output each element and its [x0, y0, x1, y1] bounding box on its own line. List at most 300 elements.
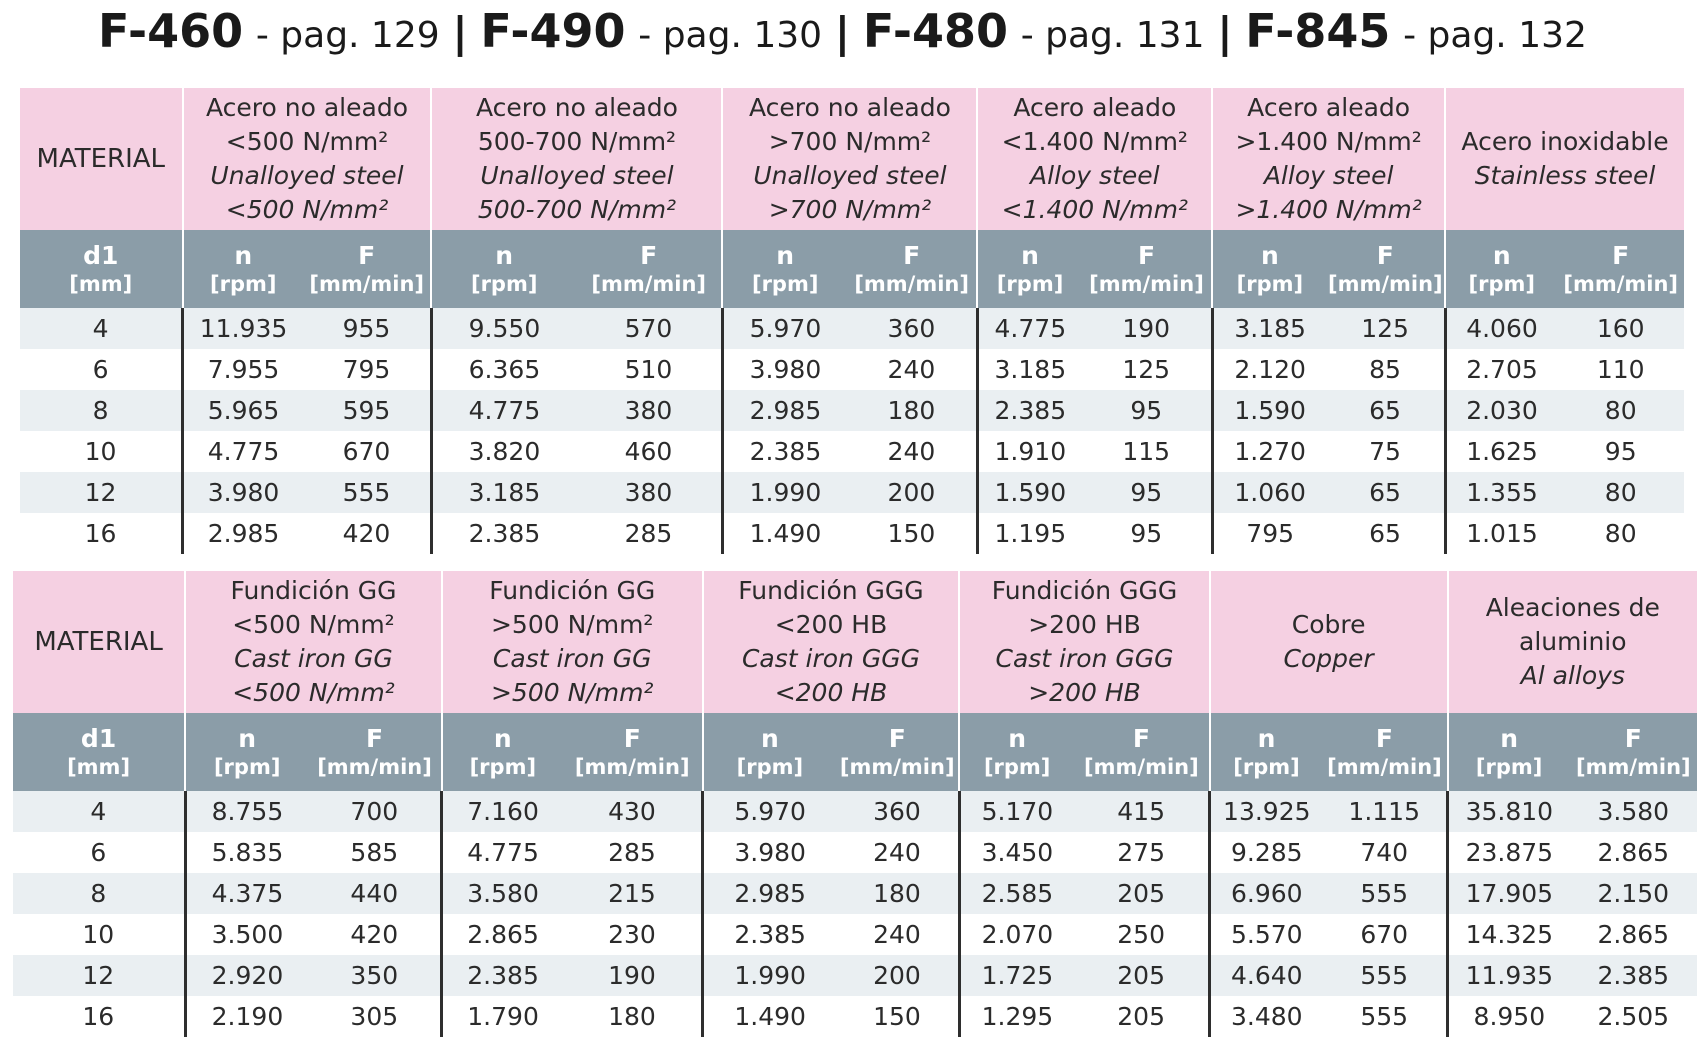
- table-row: [13, 791, 1697, 832]
- speed-cell: 8.950: [1448, 996, 1570, 1037]
- speed-header: [1448, 713, 1570, 791]
- speed-cell: 3.185: [977, 349, 1081, 390]
- material-column-header: [703, 571, 960, 713]
- table-row: [20, 390, 1684, 431]
- speed-cell: 4.775: [977, 308, 1081, 349]
- feed-header: [1570, 713, 1697, 791]
- speed-cell: 7.160: [442, 791, 563, 832]
- material-name-english-line: Unalloyed steel: [210, 161, 404, 190]
- material-name-line: Fundición GG: [230, 576, 397, 605]
- speed-cell: 3.185: [1212, 308, 1326, 349]
- speed-cell: 2.385: [431, 513, 576, 554]
- speed-cell: 5.835: [185, 832, 308, 873]
- feed-cell: 180: [563, 996, 703, 1037]
- speed-cell: 3.480: [1210, 996, 1323, 1037]
- feed-cell: 2.150: [1570, 873, 1697, 914]
- feed-cell: 460: [576, 431, 723, 472]
- speed-header: [977, 230, 1081, 308]
- speed-cell: 4.060: [1445, 308, 1557, 349]
- feed-cell: 240: [836, 832, 959, 873]
- speed-header: [959, 713, 1074, 791]
- speed-header-symbol: n: [238, 724, 257, 753]
- speed-header: [442, 713, 563, 791]
- title-page-3: - pag. 131: [1020, 15, 1205, 56]
- material-name-line: >1.400 N/mm²: [1235, 127, 1422, 156]
- title-page-1: - pag. 129: [255, 15, 440, 56]
- table-row: [20, 308, 1684, 349]
- speed-cell: 1.790: [442, 996, 563, 1037]
- feed-cell: 305: [308, 996, 442, 1037]
- feed-header-symbol: F: [1376, 241, 1394, 270]
- feed-cell: 240: [847, 431, 977, 472]
- speed-header-unit: [rpm]: [213, 755, 281, 779]
- speed-header-symbol: n: [776, 241, 795, 270]
- d1-cell: 16: [20, 513, 183, 554]
- speed-cell: 6.365: [431, 349, 576, 390]
- speed-header-symbol: n: [495, 241, 514, 270]
- feed-header: [847, 230, 977, 308]
- speed-cell: 2.385: [703, 914, 837, 955]
- speed-cell: 14.325: [1448, 914, 1570, 955]
- d1-cell: 4: [20, 308, 183, 349]
- speed-cell: 23.875: [1448, 832, 1570, 873]
- feed-cell: 160: [1557, 308, 1684, 349]
- title-page-2: - pag. 130: [638, 15, 823, 56]
- feed-cell: 415: [1074, 791, 1210, 832]
- speed-header-symbol: n: [234, 241, 253, 270]
- cutting-data-table-steel: [20, 88, 1684, 554]
- material-name-english-line: >500 N/mm²: [490, 678, 654, 707]
- material-name-line: <1.400 N/mm²: [1001, 127, 1188, 156]
- feed-header-unit: [mm/min]: [839, 755, 955, 779]
- feed-header-unit: [mm/min]: [1327, 272, 1443, 296]
- feed-cell: 65: [1327, 390, 1445, 431]
- d1-cell: 12: [20, 472, 183, 513]
- feed-header-symbol: F: [640, 241, 658, 270]
- material-header-row: [20, 88, 1684, 230]
- material-label: MATERIAL: [20, 88, 183, 230]
- feed-cell: 2.385: [1570, 955, 1697, 996]
- speed-header-unit: [rpm]: [1233, 755, 1300, 779]
- table-row: [13, 832, 1697, 873]
- speed-cell: 5.570: [1210, 914, 1323, 955]
- title-code-2: F-490: [480, 4, 626, 58]
- d1-header-symbol: d1: [83, 241, 119, 270]
- feed-cell: 420: [303, 513, 431, 554]
- feed-header-symbol: F: [1624, 724, 1642, 753]
- feed-cell: 585: [308, 832, 442, 873]
- feed-cell: 205: [1074, 996, 1210, 1037]
- speed-cell: 1.355: [1445, 472, 1557, 513]
- speed-cell: 3.450: [959, 832, 1074, 873]
- feed-header-symbol: F: [358, 241, 376, 270]
- speed-header-symbol: n: [1492, 241, 1511, 270]
- material-name-english-line: Cast iron GG: [234, 644, 393, 673]
- speed-cell: 4.775: [442, 832, 563, 873]
- page-title: [98, 4, 1587, 58]
- speed-header: [431, 230, 576, 308]
- speed-cell: 2.985: [703, 873, 837, 914]
- speed-header-unit: [rpm]: [983, 755, 1051, 779]
- speed-header-unit: [rpm]: [1475, 755, 1543, 779]
- feed-cell: 240: [847, 349, 977, 390]
- feed-header-unit: [mm/min]: [574, 755, 690, 779]
- material-name-line: Aleaciones de: [1485, 593, 1660, 622]
- speed-cell: 9.285: [1210, 832, 1323, 873]
- material-name-english-line: Unalloyed steel: [480, 161, 674, 190]
- speed-cell: 8.755: [185, 791, 308, 832]
- title-separator: |: [834, 8, 851, 57]
- feed-header-symbol: F: [623, 724, 641, 753]
- feed-header: [308, 713, 442, 791]
- material-name-english-line: Stainless steel: [1474, 161, 1656, 190]
- speed-header-symbol: n: [1500, 724, 1518, 753]
- feed-cell: 3.580: [1570, 791, 1697, 832]
- feed-cell: 75: [1327, 431, 1445, 472]
- material-name-line: Acero no aleado: [475, 93, 678, 122]
- feed-cell: 205: [1074, 955, 1210, 996]
- material-name-line: >700 N/mm²: [768, 127, 932, 156]
- speed-cell: 2.070: [959, 914, 1074, 955]
- feed-header-unit: [mm/min]: [1089, 272, 1204, 296]
- speed-cell: 11.935: [183, 308, 303, 349]
- speed-header-symbol: n: [1261, 241, 1279, 270]
- d1-cell: 8: [13, 873, 185, 914]
- table-row: [13, 955, 1697, 996]
- feed-cell: 190: [1082, 308, 1212, 349]
- material-name-line: <500 N/mm²: [232, 610, 395, 639]
- speed-cell: 3.980: [183, 472, 303, 513]
- d1-cell: 8: [20, 390, 183, 431]
- feed-cell: 510: [576, 349, 723, 390]
- speed-header-symbol: n: [761, 724, 779, 753]
- feed-cell: 150: [836, 996, 959, 1037]
- title-code-3: F-480: [862, 4, 1008, 58]
- feed-cell: 285: [563, 832, 703, 873]
- d1-cell: 6: [20, 349, 183, 390]
- table-row: [13, 914, 1697, 955]
- speed-cell: 2.865: [442, 914, 563, 955]
- material-column-header: [959, 571, 1209, 713]
- feed-cell: 250: [1074, 914, 1210, 955]
- material-name-line: aluminio: [1519, 627, 1627, 656]
- speed-cell: 2.985: [183, 513, 303, 554]
- table-row: [20, 472, 1684, 513]
- material-name-english-line: Al alloys: [1520, 661, 1625, 690]
- speed-cell: 9.550: [431, 308, 576, 349]
- feed-header: [303, 230, 431, 308]
- speed-cell: 13.925: [1210, 791, 1323, 832]
- speed-cell: 3.980: [722, 349, 846, 390]
- speed-header: [703, 713, 837, 791]
- material-name-line: Fundición GGG: [991, 576, 1178, 605]
- material-label: MATERIAL: [13, 571, 185, 713]
- feed-cell: 555: [1322, 996, 1447, 1037]
- speed-header-unit: [rpm]: [210, 272, 277, 296]
- feed-cell: 570: [576, 308, 723, 349]
- speed-cell: 5.965: [183, 390, 303, 431]
- feed-header-unit: [mm/min]: [591, 272, 707, 296]
- feed-cell: 150: [847, 513, 977, 554]
- speed-cell: 2.385: [442, 955, 563, 996]
- feed-header: [1327, 230, 1445, 308]
- speed-cell: 6.960: [1210, 873, 1323, 914]
- feed-cell: 95: [1082, 472, 1212, 513]
- feed-cell: 955: [303, 308, 431, 349]
- material-column-header: [977, 88, 1212, 230]
- material-name-english-line: >200 HB: [1028, 678, 1141, 707]
- feed-cell: 205: [1074, 873, 1210, 914]
- speed-header-symbol: n: [1008, 724, 1027, 753]
- d1-cell: 10: [20, 431, 183, 472]
- material-name-line: 500-700 N/mm²: [477, 127, 677, 156]
- feed-cell: 65: [1327, 472, 1445, 513]
- speed-cell: 4.775: [183, 431, 303, 472]
- material-name-line: <200 HB: [774, 610, 888, 639]
- speed-cell: 5.170: [959, 791, 1074, 832]
- speed-cell: 2.120: [1212, 349, 1326, 390]
- speed-cell: 1.990: [722, 472, 846, 513]
- material-name-line: >500 N/mm²: [490, 610, 654, 639]
- material-name-line: Acero aleado: [1013, 93, 1177, 122]
- speed-cell: 3.185: [431, 472, 576, 513]
- feed-cell: 180: [836, 873, 959, 914]
- speed-cell: 1.490: [722, 513, 846, 554]
- material-name-english-line: >1.400 N/mm²: [1235, 195, 1422, 224]
- feed-header: [563, 713, 703, 791]
- material-column-header: [722, 88, 977, 230]
- feed-cell: 380: [576, 390, 723, 431]
- speed-cell: 795: [1212, 513, 1326, 554]
- speed-cell: 3.580: [442, 873, 563, 914]
- feed-cell: 230: [563, 914, 703, 955]
- speed-cell: 11.935: [1448, 955, 1570, 996]
- feed-cell: 430: [563, 791, 703, 832]
- speed-cell: 4.640: [1210, 955, 1323, 996]
- feed-header-unit: [mm/min]: [317, 755, 432, 779]
- d1-header-unit: [mm]: [67, 755, 131, 779]
- speed-cell: 2.385: [977, 390, 1081, 431]
- material-name-english-line: <1.400 N/mm²: [1001, 195, 1188, 224]
- feed-cell: 360: [836, 791, 959, 832]
- feed-cell: 555: [1322, 955, 1447, 996]
- material-name-english-line: 500-700 N/mm²: [477, 195, 677, 224]
- feed-cell: 2.865: [1570, 832, 1697, 873]
- feed-cell: 795: [303, 349, 431, 390]
- speed-header-unit: [rpm]: [996, 272, 1064, 296]
- speed-cell: 1.295: [959, 996, 1074, 1037]
- feed-cell: 125: [1082, 349, 1212, 390]
- material-name-english-line: Cast iron GGG: [741, 644, 920, 673]
- speed-cell: 4.375: [185, 873, 308, 914]
- material-name-english-line: >700 N/mm²: [768, 195, 932, 224]
- material-name-english-line: Alloy steel: [1030, 161, 1160, 190]
- speed-cell: 1.990: [703, 955, 837, 996]
- feed-header-symbol: F: [903, 241, 921, 270]
- feed-cell: 1.115: [1322, 791, 1447, 832]
- speed-cell: 2.920: [185, 955, 308, 996]
- speed-cell: 1.015: [1445, 513, 1557, 554]
- feed-cell: 190: [563, 955, 703, 996]
- speed-cell: 1.270: [1212, 431, 1326, 472]
- material-name-english-line: Copper: [1283, 644, 1374, 673]
- column-unit-header-row: [20, 230, 1684, 308]
- material-name-english-line: <200 HB: [774, 678, 888, 707]
- speed-header-symbol: n: [1257, 724, 1276, 753]
- speed-cell: 2.585: [959, 873, 1074, 914]
- feed-cell: 85: [1327, 349, 1445, 390]
- material-name-english-line: Alloy steel: [1263, 161, 1394, 190]
- feed-cell: 285: [576, 513, 723, 554]
- speed-cell: 7.955: [183, 349, 303, 390]
- material-name-line: <500 N/mm²: [225, 127, 389, 156]
- feed-cell: 180: [847, 390, 977, 431]
- feed-cell: 125: [1327, 308, 1445, 349]
- feed-cell: 65: [1327, 513, 1445, 554]
- material-name-line: Cobre: [1291, 610, 1366, 639]
- table-row: [20, 513, 1684, 554]
- feed-header-unit: [mm/min]: [1575, 755, 1691, 779]
- speed-cell: 3.500: [185, 914, 308, 955]
- feed-header-symbol: F: [1137, 241, 1156, 270]
- feed-header-symbol: F: [365, 724, 384, 753]
- feed-cell: 380: [576, 472, 723, 513]
- feed-cell: 670: [1322, 914, 1447, 955]
- feed-header: [1322, 713, 1447, 791]
- speed-header: [185, 713, 308, 791]
- feed-cell: 555: [1322, 873, 1447, 914]
- speed-cell: 3.980: [703, 832, 837, 873]
- speed-cell: 4.775: [431, 390, 576, 431]
- feed-cell: 350: [308, 955, 442, 996]
- speed-header-unit: [rpm]: [736, 755, 804, 779]
- feed-header: [576, 230, 723, 308]
- feed-cell: 275: [1074, 832, 1210, 873]
- speed-cell: 2.705: [1445, 349, 1557, 390]
- d1-header: [20, 230, 183, 308]
- speed-header-unit: [rpm]: [1236, 272, 1304, 296]
- feed-cell: 215: [563, 873, 703, 914]
- column-unit-header-row: [13, 713, 1697, 791]
- feed-cell: 670: [303, 431, 431, 472]
- feed-cell: 555: [303, 472, 431, 513]
- speed-cell: 2.985: [722, 390, 846, 431]
- feed-header-symbol: F: [1132, 724, 1150, 753]
- feed-cell: 700: [308, 791, 442, 832]
- table-row: [20, 431, 1684, 472]
- feed-cell: 200: [847, 472, 977, 513]
- feed-cell: 80: [1557, 472, 1684, 513]
- title-page-4: - pag. 132: [1403, 15, 1587, 56]
- speed-cell: 17.905: [1448, 873, 1570, 914]
- speed-header-unit: [rpm]: [469, 755, 537, 779]
- d1-cell: 10: [13, 914, 185, 955]
- material-name-english-line: Cast iron GGG: [995, 644, 1174, 673]
- speed-header: [722, 230, 846, 308]
- speed-cell: 5.970: [722, 308, 846, 349]
- feed-cell: 80: [1557, 513, 1684, 554]
- feed-cell: 420: [308, 914, 442, 955]
- speed-header-symbol: n: [493, 724, 512, 753]
- d1-cell: 4: [13, 791, 185, 832]
- feed-header: [1074, 713, 1210, 791]
- feed-cell: 95: [1082, 513, 1212, 554]
- feed-header-unit: [mm/min]: [309, 272, 425, 296]
- speed-header-unit: [rpm]: [470, 272, 538, 296]
- material-name-line: Acero no aleado: [748, 93, 951, 122]
- feed-header-unit: [mm/min]: [1327, 755, 1442, 779]
- material-name-line: Acero inoxidable: [1461, 127, 1669, 156]
- feed-cell: 80: [1557, 390, 1684, 431]
- feed-cell: 2.865: [1570, 914, 1697, 955]
- title-code-1: F-460: [98, 4, 244, 58]
- d1-header-unit: [mm]: [69, 272, 133, 296]
- material-name-line: >200 HB: [1028, 610, 1141, 639]
- d1-cell: 12: [13, 955, 185, 996]
- speed-cell: 1.195: [977, 513, 1081, 554]
- table-row: [20, 349, 1684, 390]
- d1-cell: 6: [13, 832, 185, 873]
- material-column-header: [431, 88, 722, 230]
- material-column-header: [1210, 571, 1448, 713]
- speed-cell: 1.060: [1212, 472, 1326, 513]
- speed-header: [1210, 713, 1323, 791]
- material-name-english-line: Cast iron GG: [492, 644, 652, 673]
- table-row: [13, 873, 1697, 914]
- feed-cell: 2.505: [1570, 996, 1697, 1037]
- material-column-header: [185, 571, 442, 713]
- speed-cell: 35.810: [1448, 791, 1570, 832]
- material-name-line: Fundición GGG: [738, 576, 924, 605]
- feed-header-symbol: F: [1612, 241, 1630, 270]
- speed-header-symbol: n: [1021, 241, 1039, 270]
- table-row: [13, 996, 1697, 1037]
- material-column-header: [183, 88, 432, 230]
- speed-cell: 5.970: [703, 791, 837, 832]
- feed-cell: 115: [1082, 431, 1212, 472]
- feed-cell: 440: [308, 873, 442, 914]
- d1-cell: 16: [13, 996, 185, 1037]
- speed-cell: 1.590: [1212, 390, 1326, 431]
- d1-header-symbol: d1: [80, 724, 117, 753]
- material-column-header: [1212, 88, 1445, 230]
- speed-header-unit: [rpm]: [751, 272, 819, 296]
- feed-header-unit: [mm/min]: [1084, 755, 1199, 779]
- feed-cell: 740: [1322, 832, 1447, 873]
- feed-cell: 110: [1557, 349, 1684, 390]
- material-name-line: Fundición GG: [489, 576, 656, 605]
- speed-cell: 3.820: [431, 431, 576, 472]
- speed-cell: 2.190: [185, 996, 308, 1037]
- material-column-header: [442, 571, 703, 713]
- speed-cell: 1.625: [1445, 431, 1557, 472]
- feed-header: [1082, 230, 1212, 308]
- feed-cell: 95: [1082, 390, 1212, 431]
- feed-cell: 95: [1557, 431, 1684, 472]
- d1-header: [13, 713, 185, 791]
- speed-header: [183, 230, 303, 308]
- title-separator: |: [452, 8, 468, 57]
- feed-header-unit: [mm/min]: [854, 272, 969, 296]
- speed-cell: 1.590: [977, 472, 1081, 513]
- speed-header: [1212, 230, 1326, 308]
- feed-cell: 200: [836, 955, 959, 996]
- material-name-english-line: <500 N/mm²: [232, 678, 395, 707]
- material-header-row: [13, 571, 1697, 713]
- feed-cell: 595: [303, 390, 431, 431]
- material-name-line: Acero no aleado: [206, 93, 408, 122]
- material-name-line: Acero aleado: [1247, 93, 1411, 122]
